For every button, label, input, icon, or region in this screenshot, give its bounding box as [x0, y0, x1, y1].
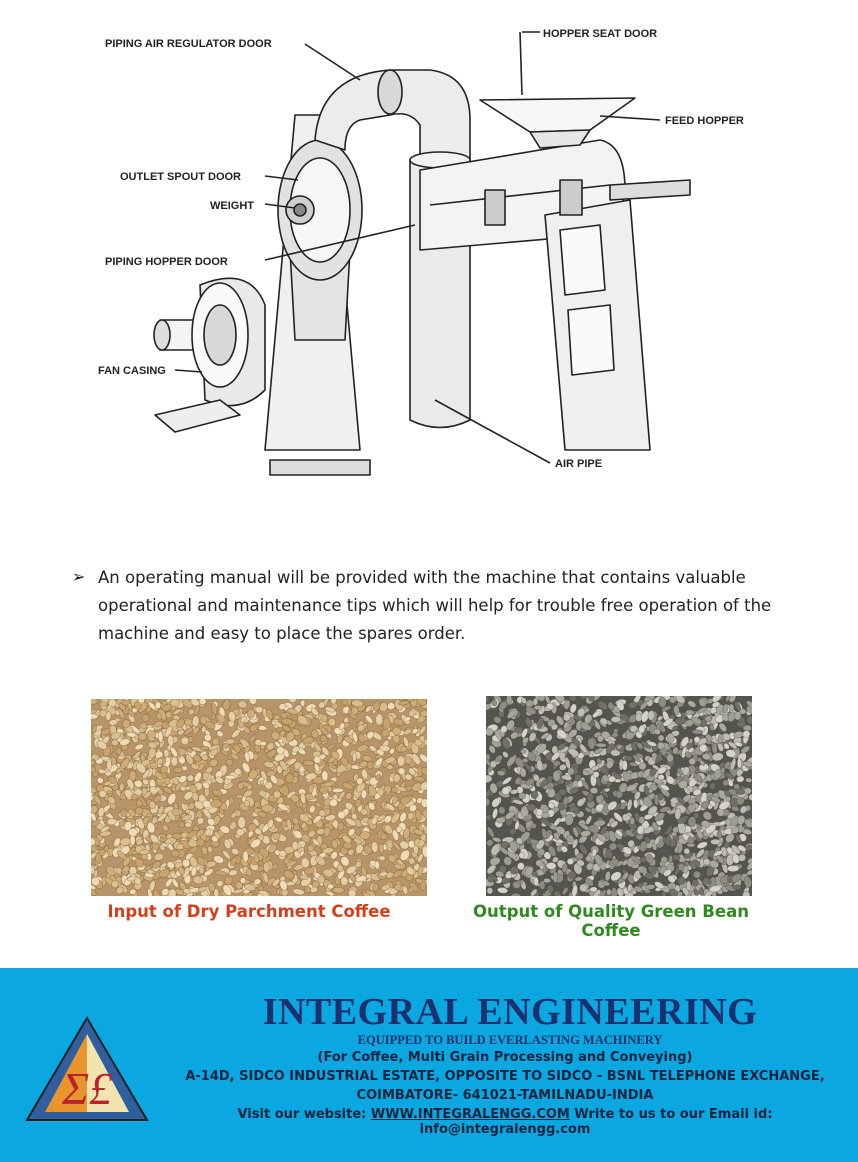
- footer-address: A-14D, SIDCO INDUSTRIAL ESTATE, OPPOSITE TO SIDCO - BSNL TELEPHONE EXCHANGE,: [185, 1069, 825, 1084]
- svg-text:Σ£: Σ£: [61, 1063, 113, 1114]
- label-fan-casing: FAN CASING: [98, 365, 166, 377]
- label-weight: WEIGHT: [210, 200, 254, 212]
- website-link[interactable]: WWW.INTEGRALENGG.COM: [370, 1107, 570, 1122]
- caption-input: Input of Dry Parchment Coffee: [107, 902, 391, 921]
- bullet-line: operational and maintenance tips which will help for trouble free operation of the: [98, 596, 772, 615]
- caption-output: Output of Quality Green Bean Coffee: [473, 902, 749, 940]
- footer-contact: [160, 1107, 850, 1137]
- bullet-line: An operating manual will be provided with the machine that contains valuable: [98, 568, 746, 587]
- company-name: INTEGRAL ENGINEERING: [262, 991, 758, 1033]
- bullet-text: [98, 564, 771, 648]
- label-outlet-spout-door: OUTLET SPOUT DOOR: [120, 171, 241, 183]
- label-feed-hopper: FEED HOPPER: [665, 115, 744, 127]
- company-logo-icon: [25, 1016, 149, 1124]
- input-coffee-photo: [91, 699, 427, 896]
- footer-services: (For Coffee, Multi Grain Processing and Conveying): [317, 1050, 693, 1065]
- label-hopper-seat-door: HOPPER SEAT DOOR: [543, 28, 658, 40]
- output-coffee-photo: [486, 696, 752, 896]
- bullet-line: machine and easy to place the spares order.: [98, 624, 466, 643]
- footer-email: Write to us to our Email id: info@integralengg.com: [419, 1107, 773, 1137]
- company-tagline: EQUIPPED TO BUILD EVERLASTING MACHINERY: [357, 1033, 663, 1047]
- bullet-arrow-icon: ➢: [72, 569, 86, 586]
- label-piping-air-regulator-door: PIPING AIR REGULATOR DOOR: [105, 38, 272, 50]
- bullet-paragraph: [72, 564, 792, 648]
- footer-contact-prefix: Visit our website:: [237, 1107, 371, 1122]
- footer-city: COIMBATORE- 641021-TAMILNADU-INDIA: [356, 1088, 654, 1103]
- label-air-pipe: AIR PIPE: [555, 458, 603, 470]
- company-footer: [0, 968, 858, 1162]
- label-piping-hopper-door: PIPING HOPPER DOOR: [105, 256, 228, 268]
- machine-diagram: [90, 20, 770, 500]
